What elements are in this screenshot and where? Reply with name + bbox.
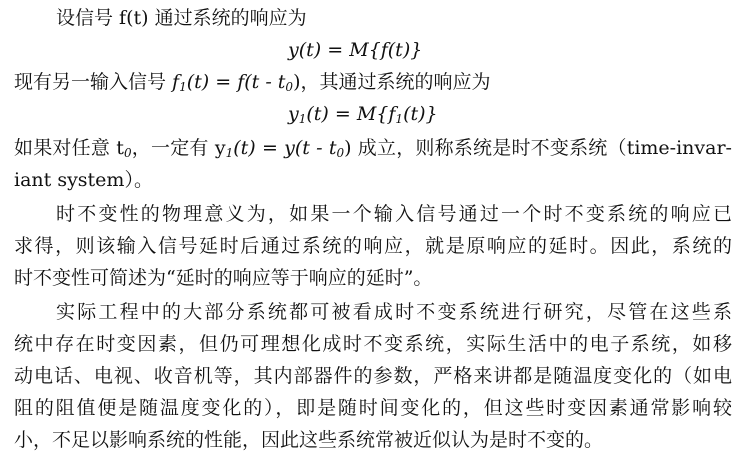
para2-text-3: 时不变性可简述为“延时的响应等于响应的延时”。 — [14, 267, 433, 289]
para3-line-3 — [14, 362, 732, 390]
def-subscript-1: 1 — [225, 146, 234, 160]
intro2-line — [14, 68, 490, 96]
equation-response — [288, 36, 422, 64]
eq2-subscript: 1 — [298, 112, 307, 126]
para2-line-1 — [56, 200, 732, 228]
intro2-signal: f — [172, 71, 180, 93]
para3-line-5 — [14, 426, 603, 454]
para3-line-2 — [14, 330, 732, 358]
def-part-c: (t) = y(t - t — [233, 137, 337, 159]
eq2-part-a: (t) = M{f — [306, 103, 396, 125]
para3-text-3: 动电话、电视、收音机等，其内部器件的参数，严格来讲都是随温度变化的（如电 — [14, 365, 732, 387]
def-subscript-0: 0 — [123, 146, 132, 160]
intro2-part-b: (t) = f(t - t — [186, 71, 286, 93]
intro-line — [56, 4, 307, 32]
para3-line-4 — [14, 394, 732, 422]
intro2-part-a: 现有另一输入信号 — [14, 71, 173, 93]
para2-text-2: 求得，则该输入信号延时后通过系统的响应，就是原响应的延时。因此，系统的 — [14, 235, 732, 257]
def-part-d: ) 成立，则称系统是时不变系统（time-invar- — [344, 137, 732, 159]
eq2-part-b: (t)} — [403, 103, 438, 125]
eq2-subscript-2: 1 — [395, 112, 404, 126]
intro2-subscript-0: 0 — [285, 80, 294, 94]
def-subscript-2: 0 — [336, 146, 345, 160]
definition-line-1 — [14, 134, 732, 162]
para2-line-3 — [14, 264, 432, 292]
para3-line-1 — [56, 298, 732, 326]
para2-text-1: 时不变性的物理意义为，如果一个输入信号通过一个时不变系统的响应已 — [56, 203, 732, 225]
intro2-subscript: 1 — [179, 80, 187, 94]
para3-text-2: 统中存在时变因素，但仍可理想化成时不变系统，实际生活中的电子系统，如移 — [14, 333, 732, 355]
equation-1: y(t) = M{f(t)} — [288, 39, 423, 61]
para3-text-5: 小，不足以影响系统的性能，因此这些系统常被近似认为是时不变的。 — [14, 429, 604, 451]
equation-response-shifted — [288, 100, 438, 128]
def-part-b: ，一定有 y — [131, 137, 226, 159]
para3-text-4: 阻的阻值便是随温度变化的），即是随时间变化的，但这些时变因素通常影响较 — [14, 397, 732, 419]
def-part-a: 如果对任意 t — [14, 137, 124, 159]
eq2-y: y — [288, 103, 299, 125]
intro2-part-c: )，其通过系统的响应为 — [293, 71, 491, 93]
para3-text-1: 实际工程中的大部分系统都可被看成时不变系统进行研究，尽管在这些系 — [56, 301, 732, 323]
def-part-e: iant system）。 — [14, 169, 153, 191]
definition-line-2 — [14, 166, 153, 194]
intro-text: 设信号 f(t) 通过系统的响应为 — [56, 7, 307, 29]
para2-line-2 — [14, 232, 732, 260]
